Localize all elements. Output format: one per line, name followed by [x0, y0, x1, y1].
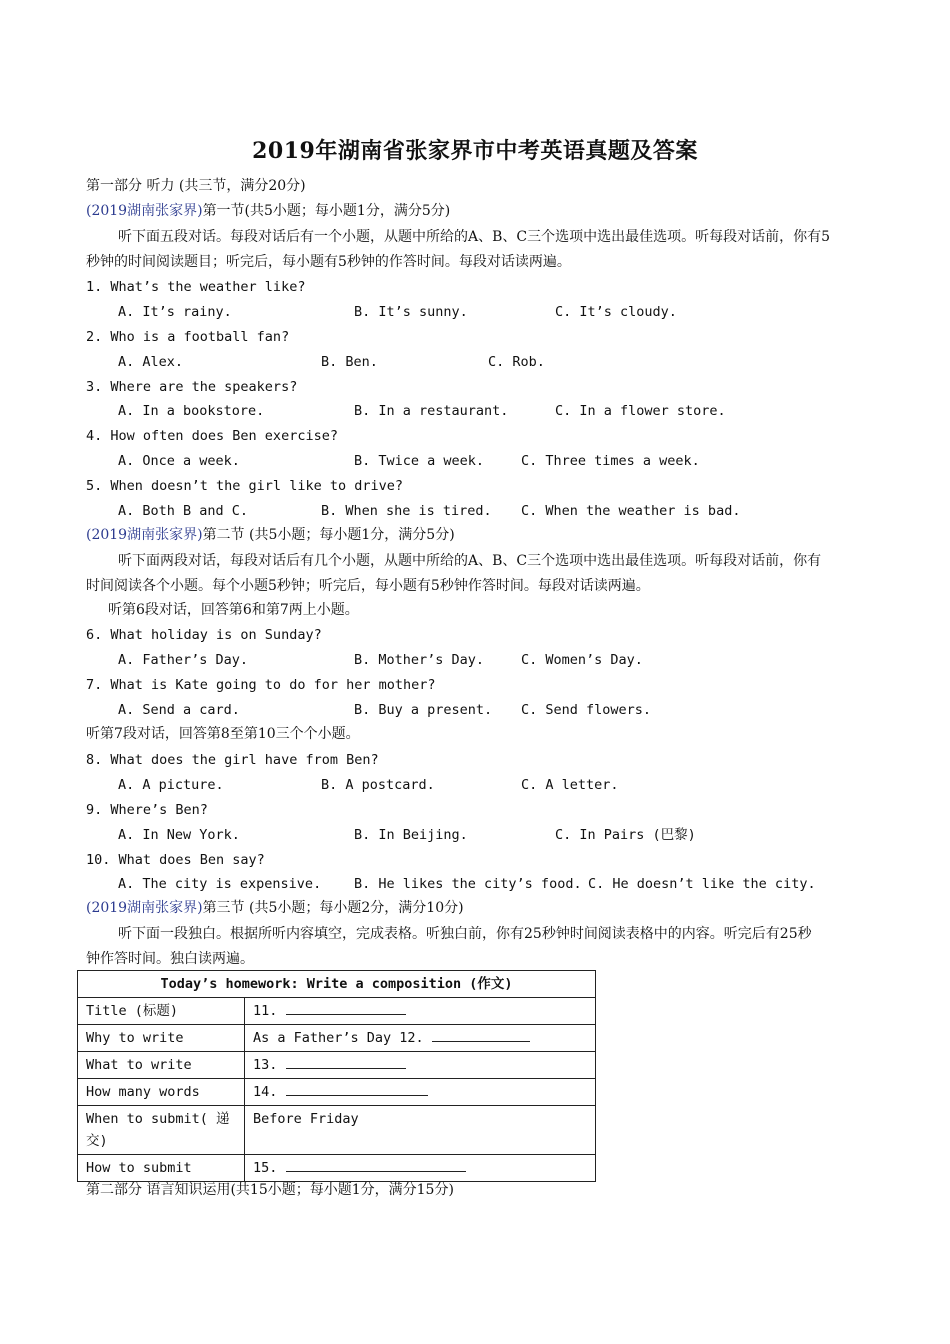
section2-title: 第二节 (共5小题；每小题1分，满分5分)	[202, 527, 455, 543]
q9-option-b: B. In Beijing.	[354, 827, 468, 843]
part1-heading: 第一部分 听力 (共三节，满分20分)	[86, 178, 306, 194]
q6-option-b: B. Mother’s Day.	[354, 652, 485, 668]
section3-source: (2019湖南张家界)	[86, 900, 203, 916]
table-row	[78, 998, 596, 1025]
question-9: 9. Where’s Ben?	[86, 802, 208, 818]
row-value-12: As a Father’s Day 12.	[245, 1025, 596, 1052]
q2-option-b: B. Ben.	[321, 354, 378, 370]
q4-option-c: C. Three times a week.	[521, 453, 700, 469]
row-value-13: 13.	[245, 1052, 596, 1079]
q6-option-a: A. Father’s Day.	[118, 652, 249, 668]
homework-table	[77, 970, 596, 1182]
q7-option-c: C. Send flowers.	[521, 702, 652, 718]
question-5: 5. When doesn’t the girl like to drive?	[86, 478, 403, 494]
q3-option-b: B. In a restaurant.	[354, 403, 509, 419]
q1-option-a: A. It’s rainy.	[118, 304, 232, 320]
q2-option-a: A. Alex.	[118, 354, 184, 370]
question-2: 2. Who is a football fan?	[86, 329, 290, 345]
q7-option-a: A. Send a card.	[118, 702, 240, 718]
dialog-6-intro: 听第6段对话，回答第6和第7两上小题。	[108, 602, 359, 618]
q2-option-c: C. Rob.	[488, 354, 545, 370]
q1-option-b: B. It’s sunny.	[354, 304, 468, 320]
q4-option-a: A. Once a week.	[118, 453, 240, 469]
answer-blank-15[interactable]	[286, 1157, 466, 1172]
table-row	[78, 1025, 596, 1052]
section3-heading	[86, 898, 464, 918]
section2-instructions-2: 时间阅读各个小题。每个小题5秒钟；听完后，每小题有5秒钟作答时间。每段对话读两遍。	[86, 578, 650, 594]
q7-option-b: B. Buy a present.	[354, 702, 493, 718]
q6-option-c: C. Women’s Day.	[521, 652, 643, 668]
section2-source: (2019湖南张家界)	[86, 527, 203, 543]
question-3: 3. Where are the speakers?	[86, 379, 298, 395]
row-label-words: How many words	[78, 1079, 245, 1106]
section2-heading	[86, 525, 455, 545]
row-label-what: What to write	[78, 1052, 245, 1079]
q10-option-c: C. He doesn’t like the city.	[588, 876, 816, 892]
section1-instructions-2: 秒钟的时间阅读题目；听完后，每小题有5秒钟的作答时间。每段对话读两遍。	[86, 254, 571, 270]
page-title: 2019年湖南省张家界市中考英语真题及答案	[252, 138, 698, 164]
q8-option-a: A. A picture.	[118, 777, 224, 793]
section2-instructions-1: 听下面两段对话，每段对话后有几个小题，从题中所给的A、B、C三个选项中选出最佳选项。听每段对话前，你有	[118, 553, 822, 569]
row-value-11: 11.	[245, 998, 596, 1025]
answer-blank-11[interactable]	[286, 1000, 406, 1015]
answer-blank-12[interactable]	[432, 1027, 530, 1042]
table-header-row	[78, 971, 596, 998]
q8-option-c: C. A letter.	[521, 777, 619, 793]
answer-blank-14[interactable]	[286, 1081, 428, 1096]
q9-option-a: A. In New York.	[118, 827, 240, 843]
q8-option-b: B. A postcard.	[321, 777, 435, 793]
row-label-how: How to submit	[78, 1155, 245, 1182]
table-row	[78, 1155, 596, 1182]
table-row	[78, 1079, 596, 1106]
row-value-15: 15.	[245, 1155, 596, 1182]
section3-instructions-1: 听下面一段独白。根据所听内容填空，完成表格。听独白前，你有25秒钟时间阅读表格中的内容。听完后有25秒	[118, 926, 812, 942]
table-row	[78, 1106, 596, 1155]
table-header: Today’s homework: Write a composition (作文)	[78, 971, 596, 998]
q9-option-c: C. In Pairs (巴黎)	[555, 827, 696, 843]
q3-option-a: A. In a bookstore.	[118, 403, 265, 419]
row-label-when: When to submit( 递 交)	[78, 1106, 245, 1155]
question-4: 4. How often does Ben exercise?	[86, 428, 338, 444]
q3-option-c: C. In a flower store.	[555, 403, 726, 419]
row-label-title: Title (标题)	[78, 998, 245, 1025]
q5-option-c: C. When the weather is bad.	[521, 503, 741, 519]
q5-option-a: A. Both B and C.	[118, 503, 249, 519]
q5-option-b: B. When she is tired.	[321, 503, 492, 519]
question-1: 1. What’s the weather like?	[86, 279, 306, 295]
section1-heading	[86, 201, 450, 221]
q10-option-b: B. He likes the city’s food.	[354, 876, 582, 892]
q4-option-b: B. Twice a week.	[354, 453, 485, 469]
row-label-why: Why to write	[78, 1025, 245, 1052]
table-row	[78, 1052, 596, 1079]
answer-blank-13[interactable]	[286, 1054, 406, 1069]
dialog-7-intro: 听第7段对话，回答第8至第10三个个小题。	[86, 726, 360, 742]
q1-option-c: C. It’s cloudy.	[555, 304, 677, 320]
row-value-14: 14.	[245, 1079, 596, 1106]
question-8: 8. What does the girl have from Ben?	[86, 752, 379, 768]
question-10: 10. What does Ben say?	[86, 852, 265, 868]
section3-instructions-2: 钟作答时间。独白读两遍。	[86, 951, 254, 967]
section3-title: 第三节 (共5小题；每小题2分，满分10分)	[202, 900, 464, 916]
row-value-when: Before Friday	[245, 1106, 596, 1155]
part2-heading: 第二部分 语言知识运用(共15小题；每小题1分，满分15分)	[86, 1182, 454, 1198]
section1-instructions-1: 听下面五段对话。每段对话后有一个小题，从题中所给的A、B、C三个选项中选出最佳选项。听每段对话前，你有5	[118, 229, 831, 245]
section1-title: 第一节(共5小题；每小题1分，满分5分)	[202, 203, 451, 219]
q10-option-a: A. The city is expensive.	[118, 876, 322, 892]
question-6: 6. What holiday is on Sunday?	[86, 627, 322, 643]
question-7: 7. What is Kate going to do for her mother?	[86, 677, 436, 693]
section1-source: (2019湖南张家界)	[86, 203, 203, 219]
